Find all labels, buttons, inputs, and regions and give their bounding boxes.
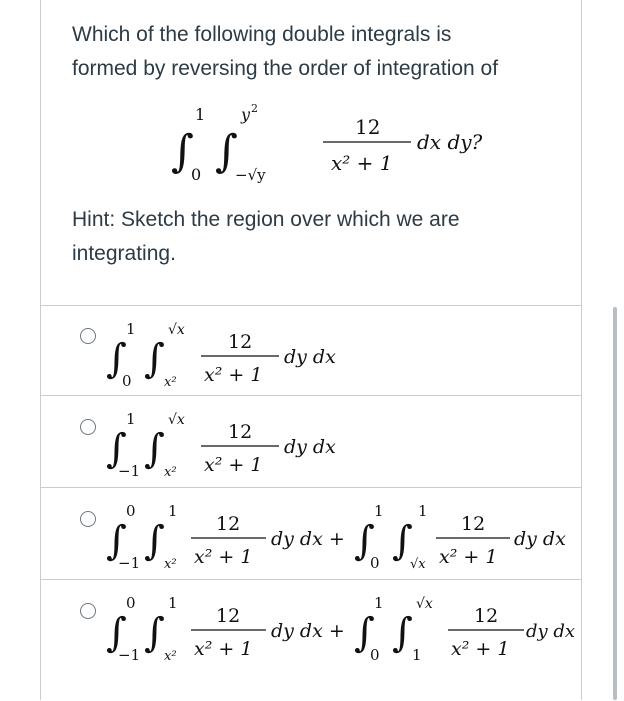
outer-upper-limit-2: 1 bbox=[374, 594, 384, 612]
denominator: x² + 1 bbox=[194, 546, 253, 568]
integral-sign-inner: ∫ bbox=[144, 610, 165, 656]
denominator: x² + 1 bbox=[194, 638, 253, 660]
outer-lower-limit: −1 bbox=[118, 462, 141, 480]
option-a-integral bbox=[106, 314, 386, 394]
denominator: x² + 1 bbox=[204, 364, 263, 386]
inner-upper-limit: 1 bbox=[168, 502, 178, 520]
hint-line-1: Hint: Sketch the region over which we are bbox=[72, 208, 460, 231]
radio-button-b[interactable] bbox=[80, 419, 96, 435]
answer-option-a[interactable] bbox=[41, 305, 581, 396]
inner-lower-limit: x² bbox=[164, 557, 177, 572]
numerator: 12 bbox=[216, 513, 241, 535]
answer-option-b[interactable] bbox=[41, 395, 581, 488]
question-card bbox=[40, 0, 582, 700]
hint-line-2: integrating. bbox=[72, 242, 176, 265]
numerator: 12 bbox=[228, 421, 253, 443]
outer-lower-limit: 0 bbox=[122, 372, 132, 390]
integral-sign-inner: ∫ bbox=[144, 336, 165, 382]
answer-option-c[interactable] bbox=[41, 487, 581, 580]
numerator: 12 bbox=[216, 605, 241, 627]
denominator-2: x² + 1 bbox=[451, 638, 510, 660]
integral-sign-outer: ∫ bbox=[106, 336, 127, 382]
outer-upper-limit: 0 bbox=[126, 502, 136, 520]
numerator: 12 bbox=[228, 331, 253, 353]
differentials: dx dy? bbox=[417, 130, 483, 154]
inner-lower-limit: x² bbox=[164, 375, 177, 390]
numerator-2: 12 bbox=[474, 605, 499, 627]
option-d-integral bbox=[106, 588, 576, 670]
differentials: dy dx bbox=[284, 346, 336, 368]
outer-upper-limit: 1 bbox=[195, 105, 206, 124]
outer-lower-limit: −1 bbox=[118, 646, 141, 664]
question-line-1: Which of the following double integrals is bbox=[72, 23, 452, 46]
outer-lower-limit-2: 0 bbox=[370, 646, 380, 664]
integral-sign-outer-2: ∫ bbox=[354, 518, 375, 564]
inner-lower-limit: x² bbox=[164, 465, 177, 480]
differentials-2: dy dx bbox=[526, 621, 576, 642]
integral-sign-outer-2: ∫ bbox=[354, 610, 375, 656]
answer-option-d[interactable] bbox=[41, 579, 581, 701]
differentials: dy dx bbox=[284, 436, 336, 458]
integral-sign-outer: ∫ bbox=[106, 518, 127, 564]
inner-upper-limit-2: √x bbox=[416, 596, 433, 612]
inner-lower-limit-2: 1 bbox=[412, 646, 422, 664]
inner-upper-limit: y bbox=[241, 105, 251, 124]
question-line-2: formed by reversing the order of integration of bbox=[72, 57, 499, 80]
denominator-2: x² + 1 bbox=[439, 546, 498, 568]
outer-upper-limit-2: 1 bbox=[374, 502, 384, 520]
radio-button-c[interactable] bbox=[80, 511, 96, 527]
outer-upper-limit: 1 bbox=[126, 410, 136, 428]
integral-sign-inner: ∫ bbox=[144, 518, 165, 564]
denominator: x² + 1 bbox=[204, 454, 263, 476]
integral-sign-outer: ∫ bbox=[106, 426, 127, 472]
numerator-2: 12 bbox=[461, 513, 486, 535]
hint-text bbox=[72, 203, 562, 271]
outer-lower-limit-2: 0 bbox=[370, 554, 380, 572]
inner-upper-exponent: 2 bbox=[251, 102, 258, 115]
outer-lower-limit: 0 bbox=[191, 165, 202, 184]
scrollbar-thumb[interactable] bbox=[613, 307, 617, 700]
inner-upper-limit: √x bbox=[168, 412, 185, 428]
integral-sign-inner-2: ∫ bbox=[392, 518, 413, 564]
radio-button-a[interactable] bbox=[80, 328, 96, 344]
numerator: 12 bbox=[355, 115, 381, 139]
denominator: x² + 1 bbox=[331, 151, 393, 175]
integral-sign-inner-2: ∫ bbox=[392, 610, 413, 656]
question-text bbox=[72, 18, 562, 86]
inner-upper-limit: 1 bbox=[168, 594, 178, 612]
inner-lower-limit: −√y bbox=[235, 166, 266, 184]
differentials-2: dy dx bbox=[514, 528, 566, 550]
inner-lower-limit-2: √x bbox=[410, 557, 426, 572]
inner-lower-limit: x² bbox=[164, 649, 177, 664]
differentials: dy dx + bbox=[271, 528, 345, 550]
outer-upper-limit: 0 bbox=[126, 594, 136, 612]
outer-lower-limit: −1 bbox=[118, 554, 141, 572]
option-b-integral bbox=[106, 404, 386, 486]
question-integral bbox=[171, 100, 491, 190]
radio-button-d[interactable] bbox=[80, 603, 96, 619]
integral-sign-inner: ∫ bbox=[215, 126, 238, 177]
integral-sign-inner: ∫ bbox=[144, 426, 165, 472]
integral-sign-outer: ∫ bbox=[171, 126, 194, 177]
inner-upper-limit: √x bbox=[168, 322, 185, 338]
differentials: dy dx + bbox=[271, 620, 345, 642]
outer-upper-limit: 1 bbox=[126, 320, 136, 338]
inner-upper-limit-2: 1 bbox=[418, 502, 428, 520]
option-c-integral bbox=[106, 496, 576, 578]
integral-sign-outer: ∫ bbox=[106, 610, 127, 656]
